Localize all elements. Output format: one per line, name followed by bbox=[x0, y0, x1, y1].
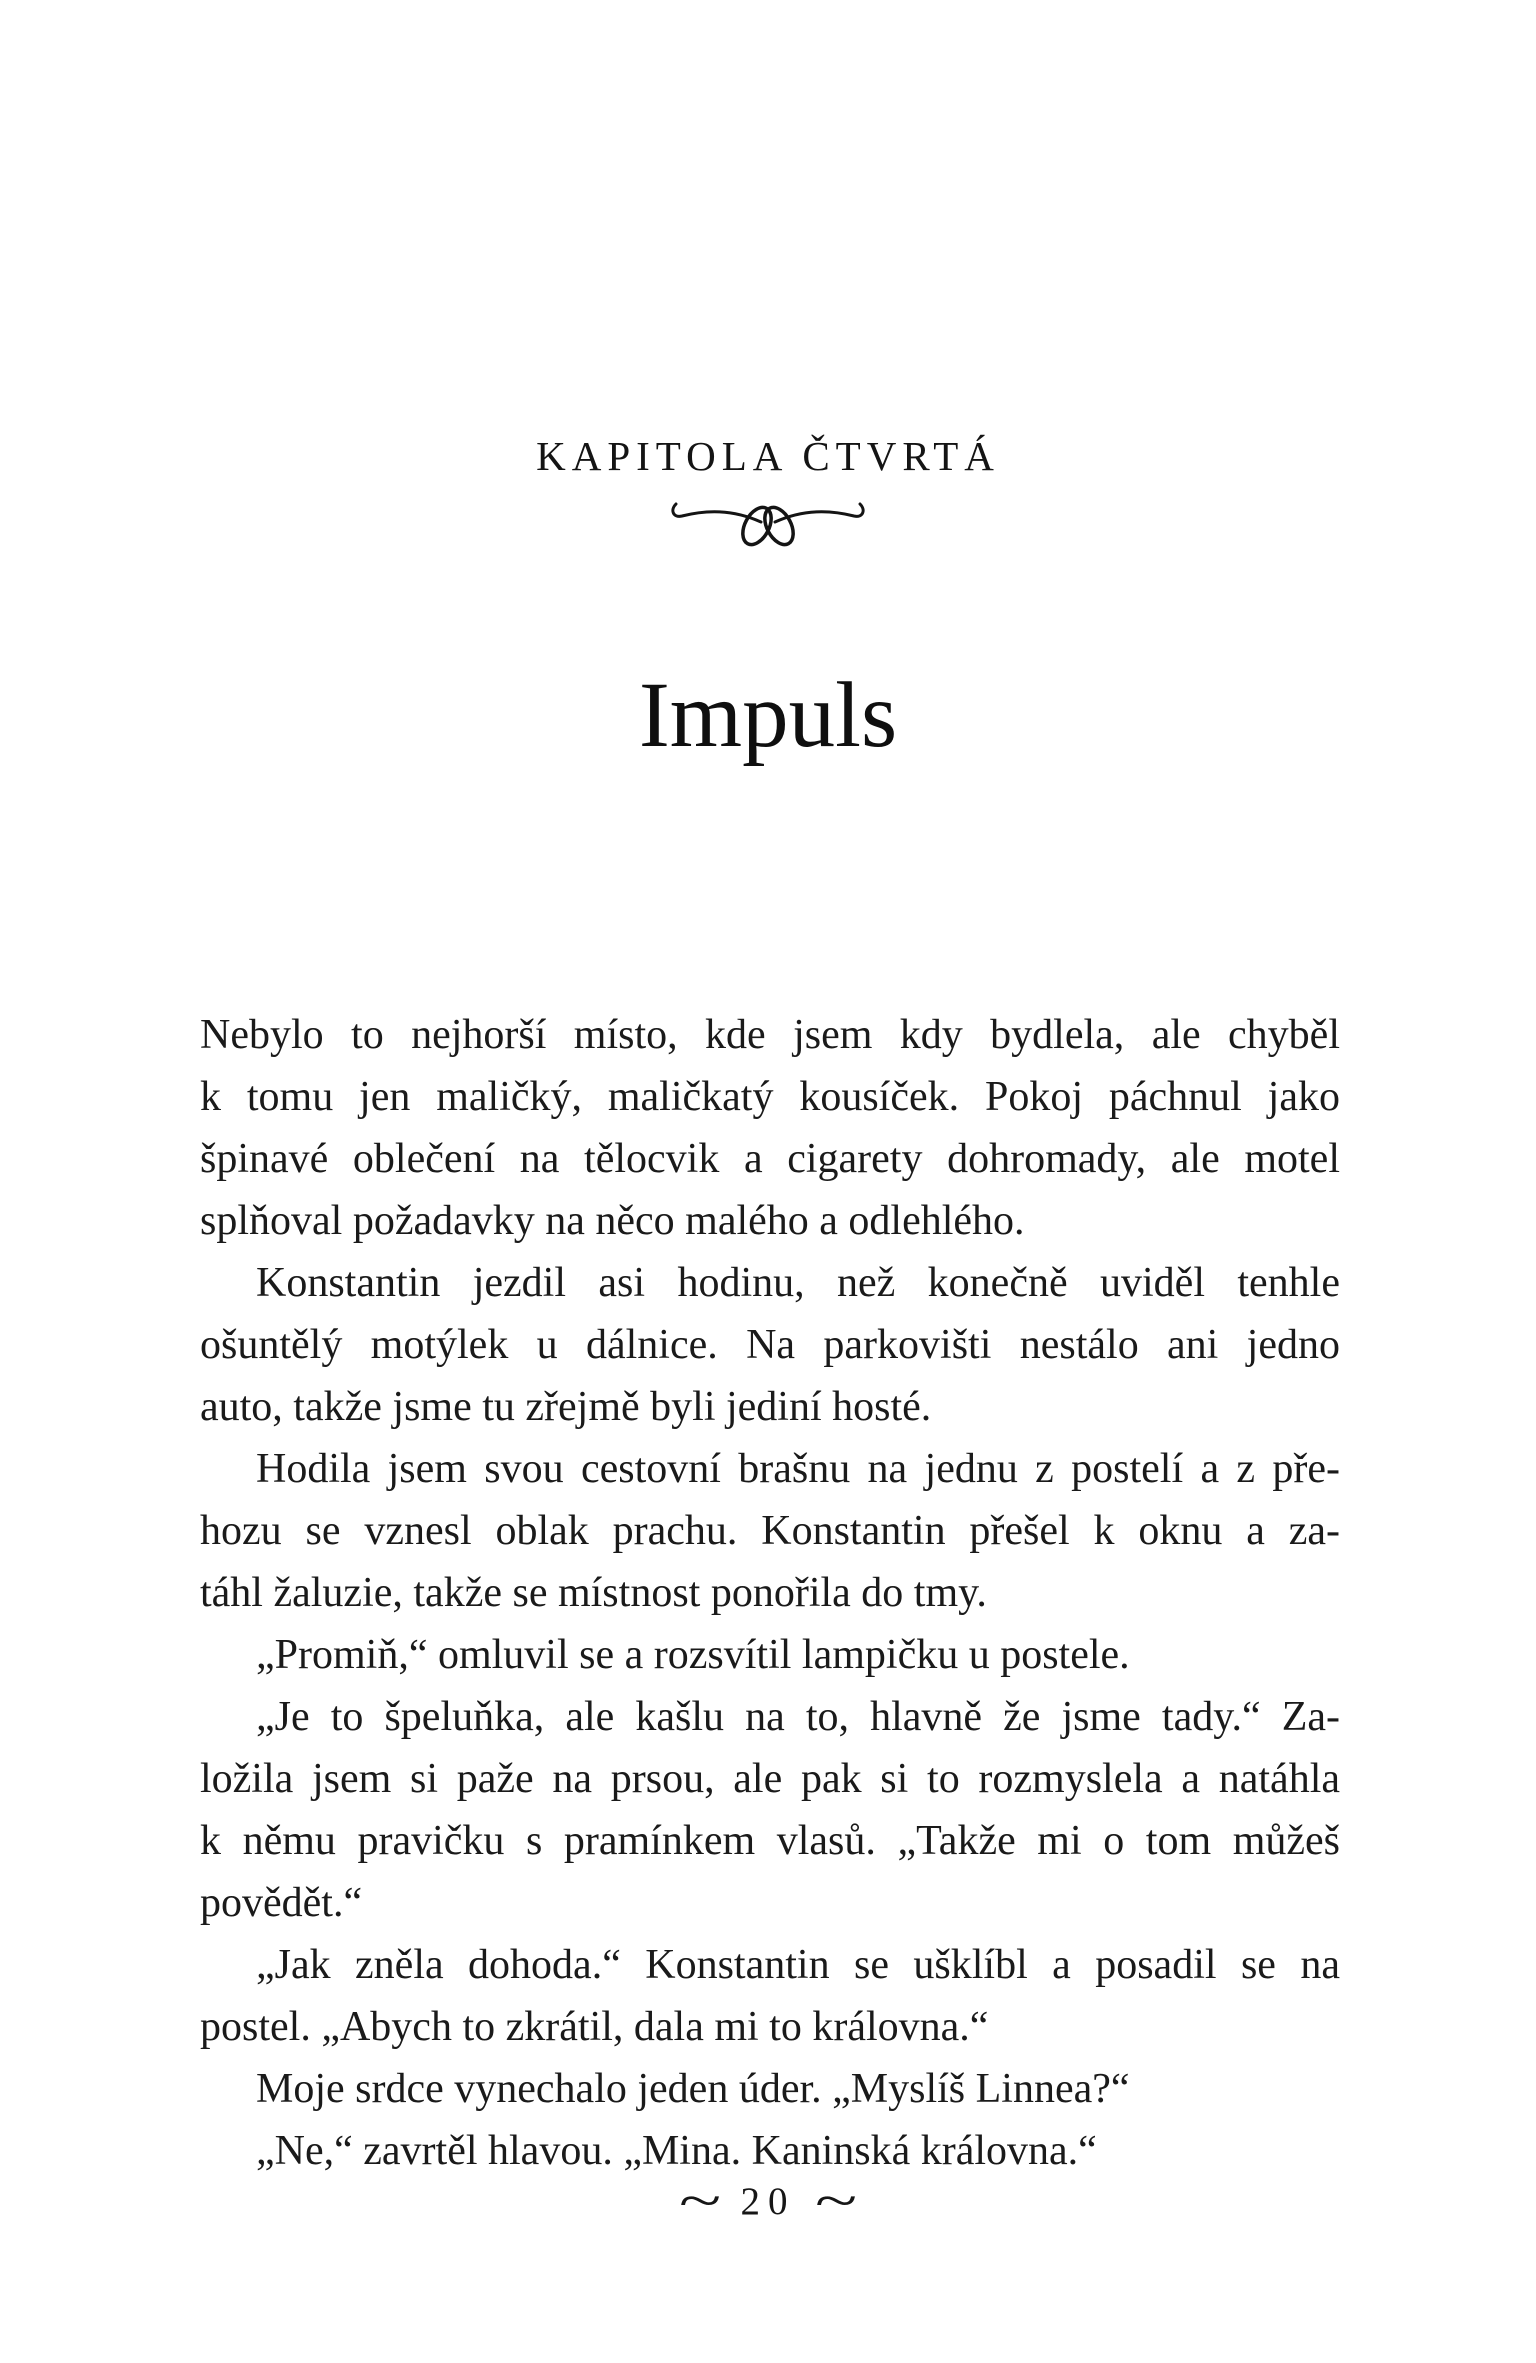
text-line: k němu pravičku s pramínkem vlasů. „Takže mi o tom můžeš bbox=[200, 1818, 1340, 1864]
body-text bbox=[200, 1004, 1340, 2182]
text-line: postel. „Abych to zkrátil, dala mi to královna.“ bbox=[200, 2004, 989, 2050]
text-line: „Promiň,“ omluvil se a rozsvítil lampičku u postele. bbox=[256, 1632, 1130, 1678]
text-line: k tomu jen maličký, maličkatý kousíček. Pokoj páchnul jako bbox=[200, 1074, 1340, 1120]
text-line: splňoval požadavky na něco malého a odlehlého. bbox=[200, 1198, 1025, 1244]
text-line: ložila jsem si paže na prsou, ale pak si to rozmyslela a natáhla bbox=[200, 1756, 1340, 1802]
chapter-divider-flourish-icon bbox=[0, 490, 1536, 557]
text-line: „Ne,“ zavrtěl hlavou. „Mina. Kaninská královna.“ bbox=[256, 2128, 1097, 2174]
page-number: 20 bbox=[740, 2180, 796, 2223]
page-number-footer bbox=[0, 2172, 1536, 2231]
chapter-heading: KAPITOLA ČTVRTÁ bbox=[536, 433, 1000, 479]
text-line: Hodila jsem svou cestovní brašnu na jednu z postelí a z pře- bbox=[256, 1446, 1340, 1492]
text-line: „Je to špeluňka, ale kašlu na to, hlavně že jsme tady.“ Za- bbox=[256, 1694, 1340, 1740]
text-line: špinavé oblečení na tělocvik a cigarety dohromady, ale motel bbox=[200, 1136, 1340, 1182]
text-line: hozu se vznesl oblak prachu. Konstantin přešel k oknu a za- bbox=[200, 1508, 1340, 1554]
text-line: Moje srdce vynechalo jeden úder. „Myslíš Linnea?“ bbox=[256, 2066, 1130, 2112]
text-line: Konstantin jezdil asi hodinu, než konečně uviděl tenhle bbox=[256, 1260, 1340, 1306]
text-line: táhl žaluzie, takže se místnost ponořila do tmy. bbox=[200, 1570, 987, 1616]
text-line: Nebylo to nejhorší místo, kde jsem kdy bydlela, ale chyběl bbox=[200, 1012, 1340, 1058]
text-line: povědět.“ bbox=[200, 1880, 363, 1926]
text-line: auto, takže jsme tu zřejmě byli jediní hosté. bbox=[200, 1384, 932, 1430]
tilde-ornament-left-icon: ~ bbox=[679, 2173, 722, 2230]
tilde-ornament-right-icon: ~ bbox=[814, 2173, 857, 2230]
chapter-title: Impuls bbox=[638, 664, 898, 767]
text-line: ošuntělý motýlek u dálnice. Na parkovišti nestálo ani jedno bbox=[200, 1322, 1340, 1368]
text-line: „Jak zněla dohoda.“ Konstantin se ušklíbl a posadil se na bbox=[256, 1942, 1340, 1988]
